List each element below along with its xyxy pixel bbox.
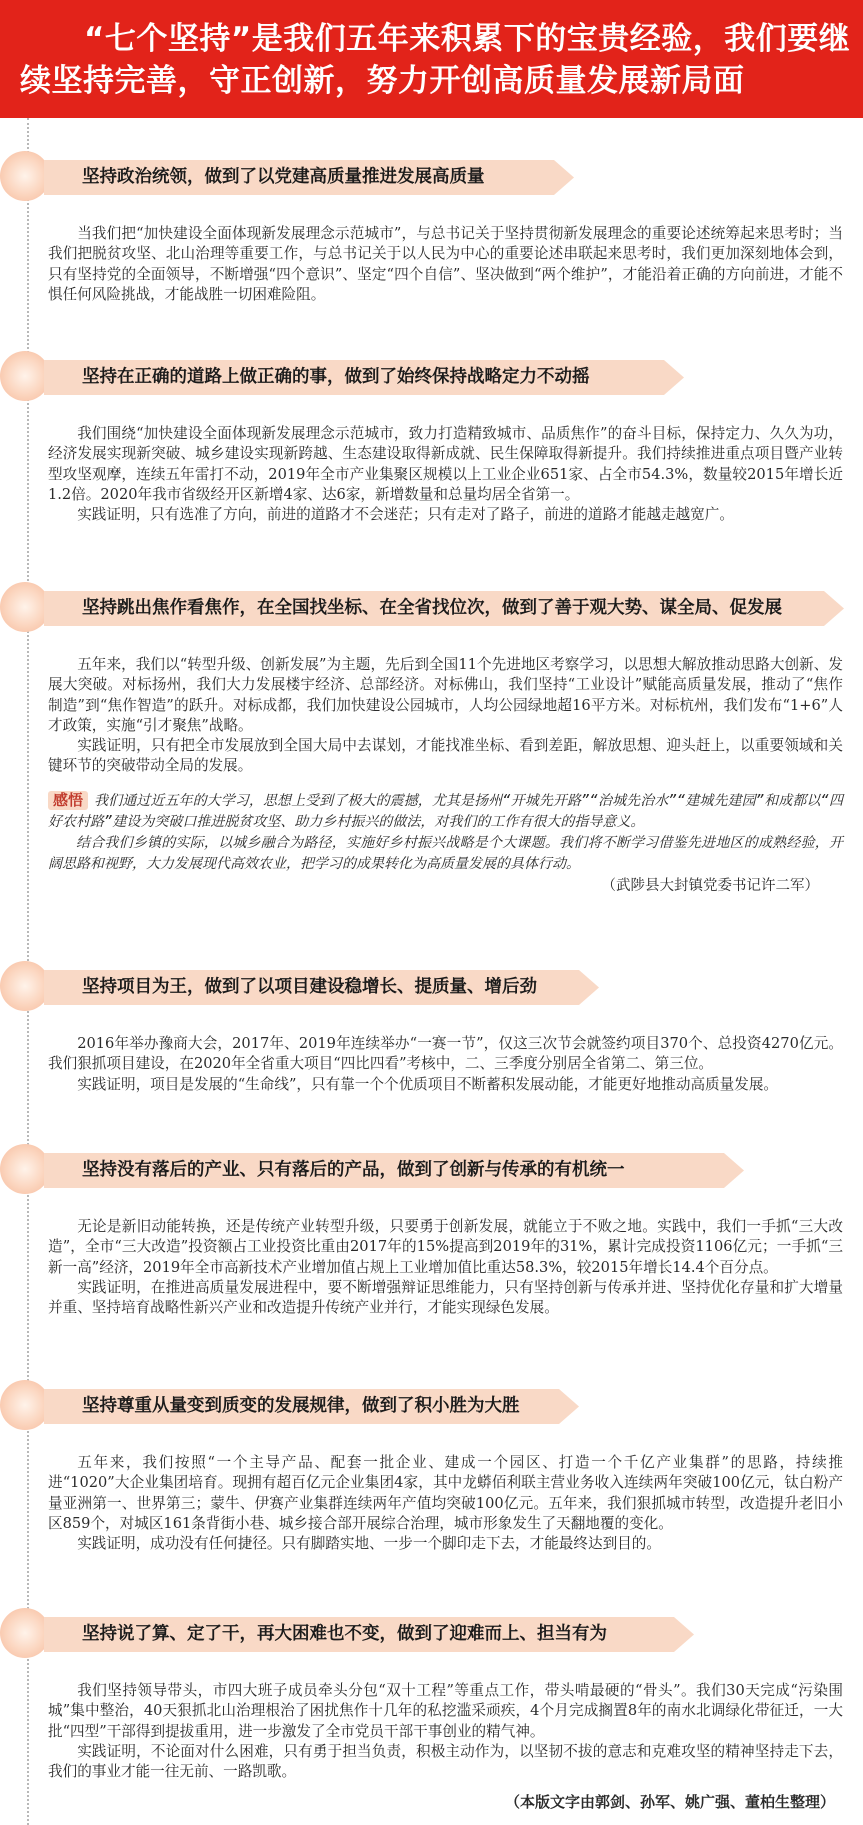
section-header <box>0 1605 863 1661</box>
reflection-tag: 感悟 <box>48 791 88 810</box>
reflection-paragraph <box>48 791 843 833</box>
section-title: 坚持说了算、定了干，再大困难也不变，做到了迎难而上、担当有为 <box>82 1624 607 1644</box>
bullet-circle-icon <box>0 351 50 401</box>
section-header <box>0 958 863 1014</box>
paragraph: 我们坚持领导带头，市四大班子成员牵头分包“双十工程”等重点工作，带头啃最硬的“骨头”。我们30天完成“污染围城”集中整治，40天狠抓北山治理根治了困扰焦作十几年的私挖滥采顽疾，4个月完成搁置8年的南水北调绿化带征迁，一大批“四型”干部得到提拔重用，进一步激发了全市党员干部干事创业的精气神。 <box>48 1682 843 1740</box>
section-2 <box>0 348 863 525</box>
paragraph: 实践证明，在推进高质量发展进程中，要不断增强辩证思维能力，只有坚持创新与传承并进、坚持优化存量和扩大增量并重、坚持培育战略性新兴产业和改造提升传统产业并行，才能实现绿色发展。 <box>48 1278 843 1317</box>
paragraph: 2016年举办豫商大会，2017年、2019年连续举办“一赛一节”，仅这三次节会就签约项目370个、总投资4270亿元。我们狠抓项目建设，在2020年全省重大项目“四比四看”考核中，二、三季度分别居全省第二、第三位。 <box>48 1035 843 1073</box>
section-body <box>48 224 843 305</box>
paragraph: 实践证明，只有选准了方向，前进的道路才不会迷茫；只有走对了路子，前进的道路才能越走越宽广。 <box>77 506 734 524</box>
bullet-circle-icon <box>0 1380 50 1430</box>
section-4 <box>0 958 863 1095</box>
section-3 <box>0 579 863 897</box>
section-title: 坚持政治统领，做到了以党建高质量推进发展高质量 <box>82 167 485 187</box>
paragraph: 实践证明，只有把全市发展放到全国大局中去谋划，才能找准坐标、看到差距，解放思想、迎头赶上，以重要领域和关键环节的突破带动全局的发展。 <box>48 737 843 775</box>
bullet-circle-icon <box>0 151 50 201</box>
section-title: 坚持没有落后的产业、只有落后的产品，做到了创新与传承的有机统一 <box>82 1160 625 1180</box>
section-5 <box>0 1141 863 1318</box>
headline: “七个坚持”是我们五年来积累下的宝贵经验，我们要继续坚持完善，守正创新，努力开创高质量发展新局面 <box>20 21 851 99</box>
section-header <box>0 348 863 404</box>
editor-credit: （本版文字由郭剑、孙军、姚广强、董柏生整理） <box>504 1793 835 1811</box>
paragraph: 当我们把“加快建设全面体现新发展理念示范城市”，与总书记关于坚持贯彻新发展理念的重要论述统筹起来思考时；当我们把脱贫攻坚、北山治理等重要工作，与总书记关于以人民为中心的重要论述串联起来思考时，我们更加深刻地体会到，只有坚持党的全面领导，不断增强“四个意识”、坚定“四个自信”、坚决做到“两个维护”，才能沿着正确的方向前进，才能不惧任何风险挑战，才能战胜一切困难险阻。 <box>48 225 843 303</box>
section-header <box>0 148 863 204</box>
bullet-circle-icon <box>0 1144 50 1194</box>
reflection-text: 我们通过近五年的大学习，思想上受到了极大的震撼，尤其是扬州“开城先开路”“治城先治水”“建城先建园”和成都以“四好农村路”建设为突破口推进脱贫攻坚、助力乡村振兴的做法，对我们的工作有很大的指导意义。 <box>48 792 843 830</box>
section-body <box>48 655 843 897</box>
paragraph: 实践证明，成功没有任何捷径。只有脚踏实地、一步一个脚印走下去，才能最终达到目的。 <box>77 1535 661 1553</box>
bullet-circle-icon <box>0 1608 50 1658</box>
section-6 <box>0 1377 863 1554</box>
section-body <box>48 1453 843 1554</box>
section-body <box>48 1034 843 1095</box>
section-header <box>0 1377 863 1433</box>
section-body <box>48 424 843 525</box>
section-body <box>48 1217 843 1318</box>
section-title: 坚持尊重从量变到质变的发展规律，做到了积小胜为大胜 <box>82 1396 520 1416</box>
paragraph: 无论是新旧动能转换，还是传统产业转型升级，只要勇于创新发展，就能立于不败之地。实践中，我们一手抓“三大改造”，全市“三大改造”投资额占工业投资比重由2017年的15%提高到2019年的31%，累计完成投资1106亿元；一手抓“三新一高”经济，2019年全市高新技术产业增加值占规上工业增加值比重达58.3%，较2015年增长14.4个百分点。 <box>48 1218 843 1276</box>
section-title: 坚持在正确的道路上做正确的事，做到了始终保持战略定力不动摇 <box>82 367 590 387</box>
bullet-circle-icon <box>0 582 50 632</box>
section-title: 坚持跳出焦作看焦作，在全国找坐标、在全省找位次，做到了善于观大势、谋全局、促发展 <box>82 598 782 618</box>
section-1 <box>0 148 863 305</box>
paragraph: 五年来，我们以“转型升级、创新发展”为主题，先后到全国11个先进地区考察学习，以思想大解放推动思路大创新、发展大突破。对标扬州，我们大力发展楼宇经济、总部经济。对标佛山，我们坚持“工业设计”赋能高质量发展，推动了“焦作制造”到“焦作智造”的跃升。对标成都，我们加快建设公园城市，人均公园绿地超16平方米。对标杭州，我们发布“1+6”人才政策，实施“引才聚焦”战略。 <box>48 656 843 734</box>
paragraph: 实践证明，项目是发展的“生命线”，只有靠一个个优质项目不断蓄积发展动能，才能更好地推动高质量发展。 <box>77 1075 779 1093</box>
bullet-circle-icon <box>0 961 50 1011</box>
section-header <box>0 1141 863 1197</box>
headline-banner <box>0 0 863 118</box>
section-7 <box>0 1605 863 1782</box>
paragraph: 我们围绕“加快建设全面体现新发展理念示范城市，致力打造精致城市、品质焦作”的奋斗目标，保持定力、久久为功，经济发展实现新突破、城乡建设实现新跨越、生态建设取得新成就、民生保障取得新提升。我们持续推进重点项目暨产业转型攻坚观摩，连续五年雷打不动，2019年全市产业集聚区规模以上工业企业651家、占全市54.3%，数量较2015年增长近1.2倍。2020年我市省级经开区新增4家、达6家，新增数量和总量均居全省第一。 <box>48 425 843 503</box>
section-header <box>0 579 863 635</box>
reflection-signature: （武陟县大封镇党委书记许二军） <box>601 877 819 894</box>
section-title: 坚持项目为王，做到了以项目建设稳增长、提质量、增后劲 <box>82 977 537 997</box>
reflection-paragraph: 结合我们乡镇的实际，以城乡融合为路径，实施好乡村振兴战略是个大课题。我们将不断学习借鉴先进地区的成熟经验，开阔思路和视野，大力发展现代高效农业，把学习的成果转化为高质量发展的具体行动。 <box>48 834 843 872</box>
paragraph: 五年来，我们按照“一个主导产品、配套一批企业、建成一个园区、打造一个千亿产业集群”的思路，持续推进“1020”大企业集团培育。现拥有超百亿元企业集团4家，其中龙蟒佰利联主营业务收入连续两年突破100亿元，钛白粉产量亚洲第一、世界第三；蒙牛、伊赛产业集群连续两年产值均突破100亿元。五年来，我们狠抓城市转型，改造提升老旧小区859个，对城区161条背街小巷、城乡接合部开展综合治理，城市形象发生了天翻地覆的变化。 <box>48 1454 843 1532</box>
section-body <box>48 1681 843 1782</box>
paragraph: 实践证明，不论面对什么困难，只有勇于担当负责，积极主动作为，以坚韧不拔的意志和克难攻坚的精神坚持走下去，我们的事业才能一往无前、一路凯歌。 <box>48 1742 843 1781</box>
reflection-box <box>48 791 843 897</box>
